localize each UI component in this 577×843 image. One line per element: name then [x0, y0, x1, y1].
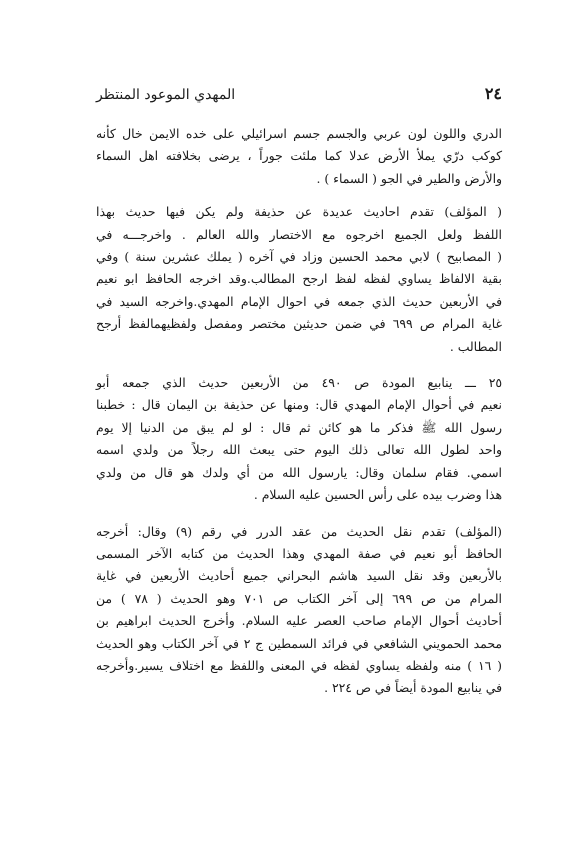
text-line: واحد لطول الله تعالى ذلك اليوم حتى يبعث الله رجلاً من ولدي اسمه	[96, 442, 502, 458]
text-line: غاية المرام ص ٦٩٩ في ضمن حديثين مختصر ومفصل ولفظيهمالفظ أرجح	[96, 316, 502, 332]
text-line: نعيم في أحوال الإمام المهدي قال: ومنها عن حذيفة بن اليمان قال : خطبنا	[96, 397, 502, 413]
text-line: ( المؤلف) تقدم احاديث عديدة عن حذيفة ولم يكن فيها حديث بهذا	[96, 204, 502, 220]
text-line: ( المصابيح ) لابي محمد الحسين وزاد في آخره ( يملك عشرين سنة ) وفي	[96, 249, 502, 265]
text-line: (المؤلف) تقدم نقل الحديث من عقد الدرر في رقم (٩) وقال: أخرجه	[96, 523, 502, 539]
text-line: ٢٥ ـــ ينابيع المودة ص ٤٩٠ من الأربعين حديث الذي جمعه أبو	[96, 375, 502, 391]
text-line: الحافظ أبو نعيم في صفة المهدي وهذا الحديث من كتابه الآخر المسمى	[96, 545, 502, 561]
text-line: المرام من ص ٦٩٩ إلى آخر الكتاب ص ٧٠١ وهو الحديث ( ٧٨ ) من	[96, 590, 503, 606]
text-line: ( ١٦ ) منه ولفظه يساوي لفظه في المعنى واللفظ مع اختلاف يسير.وأخرجه	[96, 657, 502, 673]
text-line: كوكب درّي يملأ الأرض عدلا كما ملئت جوراً ، يرضى بخلافته اهل السماء	[96, 148, 502, 164]
text-line: المطالب .	[449, 338, 502, 354]
running-head	[96, 84, 502, 105]
running-title: المهدي الموعود المنتظر	[96, 87, 236, 103]
text-line: رسول الله ﷺ فذكر ما هو كائن ثم قال : لو لم يبق من الدنيا إلا يوم	[96, 419, 502, 435]
paragraph-1	[96, 123, 502, 190]
text-line: والأرض والطير في الجو ( السماء ) .	[316, 170, 502, 186]
text-line: اللفظ ولعل الجميع اخرجوه مع الاختصار والله العالم . واخرجـــه في	[96, 226, 502, 242]
document-page	[96, 84, 502, 700]
text-line: محمد الحمويني الشافعي في فرائد السمطين ج ٢ في آخر الكتاب وهو الحديث	[96, 635, 502, 651]
paragraph-3	[96, 372, 502, 506]
text-line: هذا وضرب بيده على رأس الحسين عليه السلام .	[253, 487, 502, 503]
text-line: بقية الالفاظ يساوي لفظه لفظ ارجح المطالب.وقد اخرجه الحافظ ابو نعيم	[96, 271, 502, 287]
text-line: في ينابيع المودة أيضاً في ص ٢٢٤ .	[324, 680, 502, 696]
text-line: اسمي. فقام سلمان وقال: يارسول الله من أي ولدك هو قال من ولدي	[96, 464, 502, 480]
paragraph-2	[96, 201, 502, 358]
text-line: الدري واللون لون عربي والجسم جسم اسرائيلي على خده الايمن خال كأنه	[96, 126, 502, 141]
text-line: بالأربعين وقد نقل السيد هاشم البحراني جميع أحاديث الأربعين في غاية	[96, 568, 502, 584]
page-number: ٢٤	[484, 84, 502, 103]
paragraph-4	[96, 521, 502, 700]
text-line: في الأربعين حديث الذي جمعه في احوال الإمام المهدي.واخرجه السيد في	[96, 293, 502, 309]
text-line: أحاديث أحوال الإمام صاحب العصر عليه السلام. وأخرج الحديث ابراهيم بن	[96, 613, 502, 629]
